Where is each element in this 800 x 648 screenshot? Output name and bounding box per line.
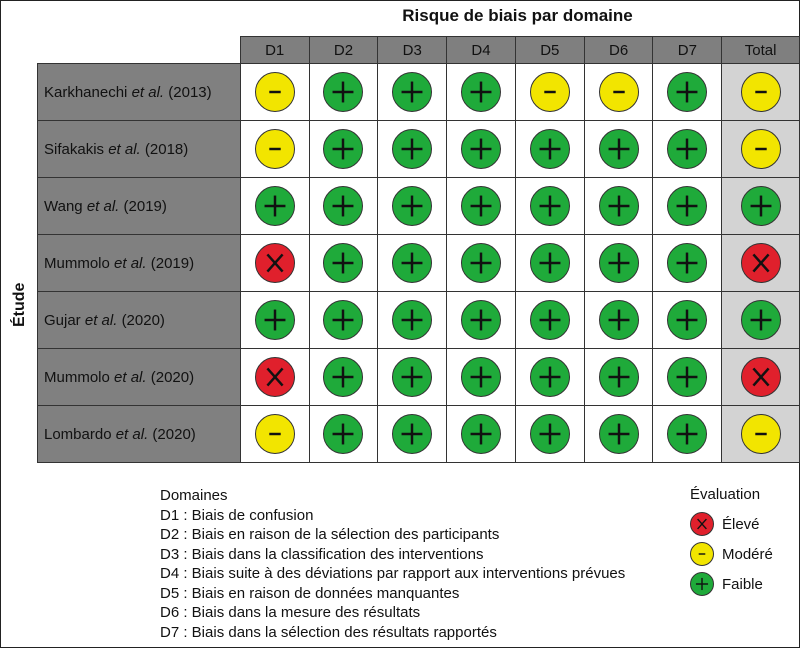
minus-circle-icon <box>741 72 781 112</box>
total-cell <box>722 121 800 178</box>
table-body <box>38 64 800 463</box>
study-label <box>38 292 241 349</box>
plus-circle-icon <box>530 186 570 226</box>
domain-cell <box>515 64 584 121</box>
study-label <box>38 406 241 463</box>
total-cell <box>722 178 800 235</box>
domain-cell <box>653 178 722 235</box>
minus-circle-icon <box>741 129 781 169</box>
study-author: Karkhanechi <box>44 83 128 101</box>
plus-circle-icon <box>530 414 570 454</box>
domain-cell <box>653 64 722 121</box>
header-d1: D1 <box>240 37 309 64</box>
study-etal: et al. <box>84 311 118 329</box>
cross-circle-icon <box>741 357 781 397</box>
plus-circle-icon <box>392 357 432 397</box>
plus-circle-icon <box>323 129 363 169</box>
domain-cell <box>447 235 516 292</box>
plus-circle-icon <box>530 129 570 169</box>
header-d2: D2 <box>309 37 378 64</box>
domain-cell <box>378 292 447 349</box>
evaluation-legend-item <box>690 509 773 539</box>
domain-cell <box>309 292 378 349</box>
domain-cell <box>240 406 309 463</box>
total-cell <box>722 292 800 349</box>
plus-circle-icon <box>392 414 432 454</box>
evaluation-legend-heading: Évaluation <box>690 486 761 503</box>
domain-cell <box>240 64 309 121</box>
table-row <box>38 64 800 121</box>
domains-legend-item: D4 : Biais suite à des déviations par rapport aux interventions prévues <box>160 565 626 582</box>
domain-cell <box>653 121 722 178</box>
domains-legend-item: D1 : Biais de confusion <box>160 506 314 524</box>
domain-cell <box>653 292 722 349</box>
cross-circle-icon <box>741 243 781 283</box>
domain-cell <box>240 349 309 406</box>
study-etal: et al. <box>114 254 147 272</box>
study-year: (2019) <box>123 197 167 215</box>
plus-circle-icon <box>461 300 501 340</box>
plus-circle-icon <box>392 300 432 340</box>
header-blank <box>38 37 241 64</box>
plus-circle-icon <box>392 186 432 226</box>
plus-circle-icon <box>392 72 432 112</box>
study-author: Gujar <box>44 311 81 329</box>
evaluation-legend-label: Faible <box>722 575 763 593</box>
domain-cell <box>515 121 584 178</box>
domain-cell <box>447 64 516 121</box>
domain-cell <box>653 406 722 463</box>
header-d4: D4 <box>447 37 516 64</box>
study-year: (2020) <box>152 425 196 443</box>
domain-cell <box>309 235 378 292</box>
plus-circle-icon <box>461 72 501 112</box>
domains-legend-item: D3 : Biais dans la classification des interventions <box>160 545 484 563</box>
domain-cell <box>309 406 378 463</box>
domains-legend <box>160 486 625 642</box>
study-label <box>38 178 241 235</box>
plus-circle-icon <box>530 243 570 283</box>
plus-circle-icon <box>323 300 363 340</box>
evaluation-legend-item <box>690 569 773 599</box>
domain-cell <box>378 121 447 178</box>
study-etal: et al. <box>86 197 120 215</box>
domain-cell <box>584 64 653 121</box>
study-author: Wang <box>44 197 83 215</box>
domain-cell <box>447 292 516 349</box>
study-label <box>38 64 241 121</box>
risk-of-bias-table <box>37 36 800 463</box>
plus-circle-icon <box>323 357 363 397</box>
cross-circle-icon <box>690 512 714 536</box>
domain-cell <box>515 406 584 463</box>
table-row <box>38 349 800 406</box>
total-cell <box>722 235 800 292</box>
domains-legend-item: D6 : Biais dans la mesure des résultats <box>160 604 421 621</box>
study-label <box>38 349 241 406</box>
evaluation-legend-item <box>690 539 773 569</box>
study-year: (2020) <box>150 368 195 386</box>
domain-cell <box>584 349 653 406</box>
plus-circle-icon <box>323 186 363 226</box>
study-etal: et al. <box>131 83 165 101</box>
evaluation-legend-label: Modéré <box>722 545 773 563</box>
minus-circle-icon <box>255 72 295 112</box>
evaluation-legend <box>690 486 773 599</box>
domain-cell <box>447 406 516 463</box>
plus-circle-icon <box>667 243 707 283</box>
cross-circle-icon <box>255 243 295 283</box>
figure-title: Risque de biais par domaine <box>402 6 633 25</box>
domain-cell <box>447 349 516 406</box>
domain-cell <box>584 292 653 349</box>
plus-circle-icon <box>599 186 639 226</box>
plus-circle-icon <box>599 414 639 454</box>
study-label <box>38 235 241 292</box>
domain-cell <box>240 121 309 178</box>
plus-circle-icon <box>667 300 707 340</box>
domain-cell <box>309 178 378 235</box>
header-d6: D6 <box>584 37 653 64</box>
plus-circle-icon <box>667 414 707 454</box>
domain-cell <box>309 349 378 406</box>
study-author: Mummolo <box>44 368 110 386</box>
study-etal: et al. <box>115 425 149 443</box>
domains-legend-item: D2 : Biais en raison de la sélection des participants <box>160 526 500 543</box>
header-row <box>38 37 800 64</box>
minus-circle-icon <box>255 129 295 169</box>
study-year: (2018) <box>144 140 189 158</box>
domain-cell <box>378 178 447 235</box>
study-year: (2019) <box>150 254 195 272</box>
minus-circle-icon <box>741 414 781 454</box>
domain-cell <box>447 121 516 178</box>
domain-cell <box>653 349 722 406</box>
domain-cell <box>515 292 584 349</box>
plus-circle-icon <box>255 300 295 340</box>
minus-circle-icon <box>530 72 570 112</box>
domain-cell <box>515 178 584 235</box>
plus-circle-icon <box>530 357 570 397</box>
domain-cell <box>378 406 447 463</box>
domain-cell <box>584 235 653 292</box>
header-d3: D3 <box>378 37 447 64</box>
domain-cell <box>309 121 378 178</box>
plus-circle-icon <box>323 414 363 454</box>
domain-cell <box>584 406 653 463</box>
domain-cell <box>653 235 722 292</box>
domain-cell <box>309 64 378 121</box>
plus-circle-icon <box>461 414 501 454</box>
plus-circle-icon <box>690 572 714 596</box>
plus-circle-icon <box>667 129 707 169</box>
header-d5: D5 <box>515 37 584 64</box>
study-etal: et al. <box>108 140 141 158</box>
plus-circle-icon <box>461 129 501 169</box>
plus-circle-icon <box>255 186 295 226</box>
plus-circle-icon <box>599 129 639 169</box>
total-cell <box>722 64 800 121</box>
evaluation-legend-label: Élevé <box>722 515 760 533</box>
domains-legend-heading: Domaines <box>160 487 228 504</box>
study-author: Mummolo <box>44 254 110 272</box>
domain-cell <box>378 235 447 292</box>
domain-cell <box>515 235 584 292</box>
plus-circle-icon <box>323 243 363 283</box>
total-cell <box>722 406 800 463</box>
study-author: Lombardo <box>44 425 112 443</box>
domain-cell <box>515 349 584 406</box>
domains-legend-item: D7 : Biais dans la sélection des résultats rapportés <box>160 623 497 641</box>
table-row <box>38 292 800 349</box>
minus-circle-icon <box>599 72 639 112</box>
domain-cell <box>240 235 309 292</box>
domain-cell <box>240 178 309 235</box>
cross-circle-icon <box>255 357 295 397</box>
plus-circle-icon <box>392 243 432 283</box>
table-row <box>38 178 800 235</box>
domain-cell <box>584 178 653 235</box>
plus-circle-icon <box>323 72 363 112</box>
study-label <box>38 121 241 178</box>
total-cell <box>722 349 800 406</box>
domains-legend-item: D5 : Biais en raison de données manquantes <box>160 584 460 602</box>
plus-circle-icon <box>461 243 501 283</box>
minus-circle-icon <box>690 542 714 566</box>
plus-circle-icon <box>599 357 639 397</box>
plus-circle-icon <box>667 357 707 397</box>
study-etal: et al. <box>114 368 147 386</box>
plus-circle-icon <box>599 300 639 340</box>
domain-cell <box>378 64 447 121</box>
domain-cell <box>447 178 516 235</box>
study-year: (2013) <box>168 83 212 101</box>
study-year: (2020) <box>121 311 165 329</box>
domain-cell <box>240 292 309 349</box>
plus-circle-icon <box>667 72 707 112</box>
plus-circle-icon <box>461 357 501 397</box>
header-total: Total <box>722 37 800 64</box>
table-row <box>38 121 800 178</box>
plus-circle-icon <box>667 186 707 226</box>
plus-circle-icon <box>741 186 781 226</box>
minus-circle-icon <box>255 414 295 454</box>
y-axis-label: Étude <box>11 282 28 327</box>
study-author: Sifakakis <box>44 140 105 158</box>
plus-circle-icon <box>530 300 570 340</box>
plus-circle-icon <box>461 186 501 226</box>
table-row <box>38 235 800 292</box>
plus-circle-icon <box>599 243 639 283</box>
plus-circle-icon <box>392 129 432 169</box>
domain-cell <box>584 121 653 178</box>
table-row <box>38 406 800 463</box>
header-d7: D7 <box>653 37 722 64</box>
domain-cell <box>378 349 447 406</box>
plus-circle-icon <box>741 300 781 340</box>
